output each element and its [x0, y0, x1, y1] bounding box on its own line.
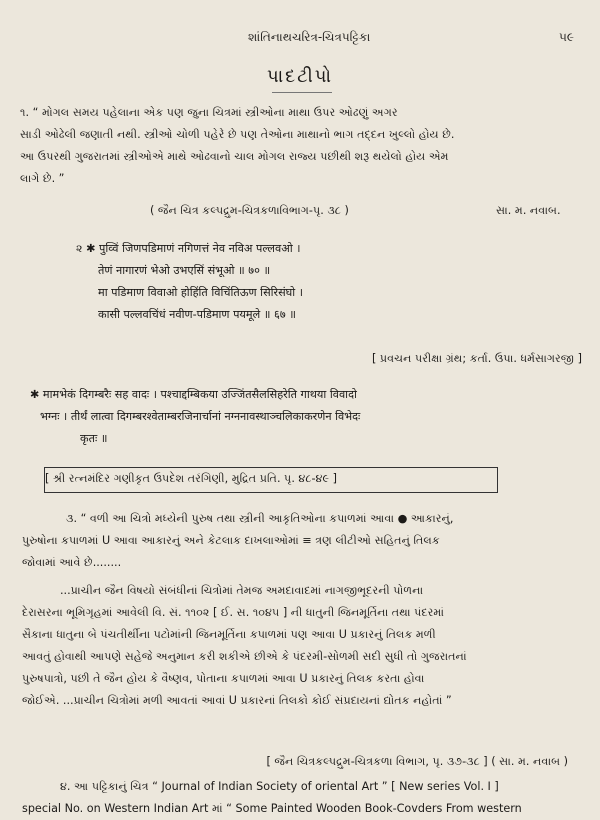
footnote-4: [22, 776, 596, 820]
footnote-1-line: આ ઉપરથી ગુજરાતમાં સ્ત્રીઓએ માથે ઓઢવાનો ચાલ મોગલ રાજ્ય પછીથી શરૂ થયેલો હોય એમ: [20, 150, 449, 163]
sanskrit-note: [30, 384, 590, 450]
footnote-3-line: પુરુષોના કપાળમાં U આવા આકારનું અને કેટલાક દાખલાઓમાં ≡ ત્રણ લીટીઓ સહિતનું તિલક: [22, 534, 440, 547]
footnote-1: [20, 102, 592, 190]
footnote-2-citation: [ પ્રવચન પરીક્ષા ગ્રંથ; કર્તા. ઉપા. ધર્મસાગરજી ]: [371, 352, 582, 365]
footnote-3-citation: [ જૈન ચિત્રકલ્પદ્રુમ-ચિત્રકળા વિભાગ, પૃ. ૩૭-૩૮ ] ( સા. મ. નવાબ ): [266, 755, 568, 768]
footnote-4-line: special No. on Western Indian Art માં “ Some Painted Wooden Book-Covders From western: [22, 802, 522, 815]
sanskrit-line: कृतः ॥: [80, 432, 108, 445]
footnote-2-verse: [76, 238, 586, 326]
citation-author: સા. મ. નવાબ.: [496, 204, 561, 217]
footnote-3-continued: [22, 580, 596, 712]
running-header: [0, 30, 600, 50]
page-number: ૫૯: [559, 30, 574, 44]
quote-line: જોઈએ. ...પ્રાચીન ચિત્રોમાં મળી આવતાં આવાં U પ્રકારનાં તિલકો કોઈ સંપ્રદાયનાં દ્યોતક નહોતાં ”: [22, 694, 452, 707]
quote-line: ...પ્રાચીન જૈન વિષયો સંબંધીનાં ચિત્રોમાં તેમજ અમદાવાદમાં નાગજીભૂદરની પોળના: [60, 584, 424, 597]
citation-source: ( જૈન ચિત્ર કલ્પદ્રુમ-ચિત્રકળાવિભાગ-પૃ. ૩૮ ): [150, 204, 349, 217]
footnote-1-line: લાગે છે. ”: [20, 172, 65, 185]
footnote-3-line: જોવામાં આવે છે........: [22, 556, 122, 569]
sanskrit-line: ✱ मामभेकं दिगम्बरैः सह वादः । पश्चाद्दम्बिकया उज्जिंतसैलसिहरेति गाथया विवादो: [30, 388, 357, 401]
heading-underline: [272, 92, 332, 93]
footnote-1-line: સાડી ઓઢેલી જણાતી નથી. સ્ત્રીઓ ચોળી પહેરે છે પણ તેઓના માથાનો ભાગ તદ્દન ખુલ્લો હોય છે.: [20, 128, 455, 141]
quote-line: દેરાસરના ભૂમિગૃહમાં આવેલી વિ. સં. ૧૧૦૨ [ ઈ. સ. ૧૦૪૫ ] ની ધાતુની જિનમૂર્તિના તથા પંદરમાં: [22, 606, 445, 619]
sanskrit-line: भग्नः । तीर्थं लात्वा दिगम्बरश्वेताम्बरजिनार्चानां नग्ननावस्थाञ्चलिकाकरणेन विभेदः: [40, 410, 361, 423]
footnote-4-line: ૪. આ પટ્ટિકાનું ચિત્ર “ Journal of Indian Society of oriental Art ” [ New series Vol. I ]: [60, 780, 499, 793]
verse-line: ૨ ✱ पुव्विं जिणपडिमाणं नगिणत्तं नेव नविअ पल्लवओ ।: [76, 242, 301, 255]
quote-line: સૈકાના ધાતુના બે પંચતીર્થીના પટોમાંની જિનમૂર્તિના કપાળમાં પણ આવા U પ્રકારનું તિલક મળી: [22, 628, 436, 641]
verse-line: मा पडिमाण विवाओ होहिंति विचिंतिऊण सिरिसंघो ।: [98, 286, 303, 299]
verse-line: कासी पल्लवचिंधं नवीण-पडिमाण पयमूले ॥ ६७ ॥: [98, 308, 296, 321]
quote-line: પુરુષપાત્રો, પછી તે જૈન હોય કે વૈષ્ણવ, પોતાના કપાળમાં આવા U પ્રકારનું તિલક કરતા હોવા: [22, 672, 425, 685]
quote-line: આવતું હોવાથી આપણે સહેજે અનુમાન કરી શકીએ છીએ કે પંદરમી-સોળમી સદી સુધી તો ગુજરાતનાં: [22, 650, 467, 663]
section-heading: પાદટીપો: [267, 66, 333, 87]
boxed-citation: [ શ્રી રત્નમંદિર ગણીકૃત ઉપદેશ તરંગિણી, મુદ્રિત પ્રતિ. પૃ. ૪૮-૪૯ ]: [44, 467, 498, 493]
running-title: શાંતિનાથચરિત્ર-ચિત્રપટ્ટિકા: [248, 30, 371, 44]
footnote-1-line: ૧. “ મોગલ સમય પહેલાના એક પણ જુના ચિત્રમાં સ્ત્રીઓના માથા ઉપર ઓઢણું અગર: [20, 106, 398, 119]
footnote-3: [22, 508, 596, 574]
verse-line: तेणं नागारणं भेओ उभएसिं संभूओ ॥ ७० ॥: [98, 264, 271, 277]
footnote-3-line: ૩. “ વળી આ ચિત્રો મધ્યેની પુરુષ તથા સ્ત્રીની આકૃતિઓના કપાળમાં આવા ● આકારનું,: [66, 512, 454, 525]
